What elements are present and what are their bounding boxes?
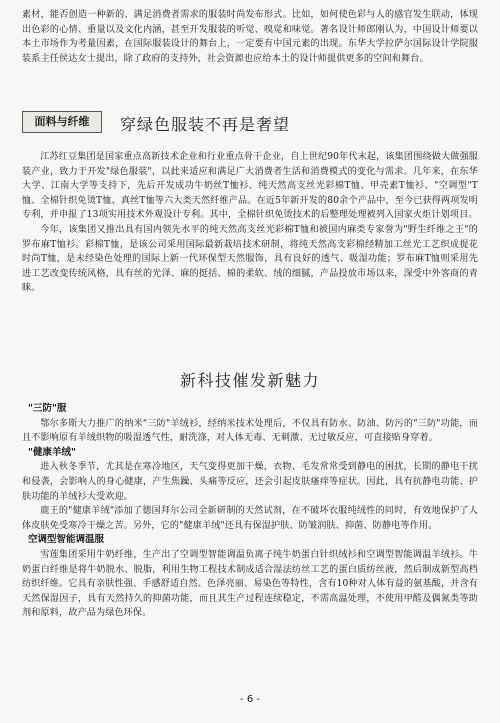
section2-body bbox=[0, 402, 500, 621]
page-number: - 6 - bbox=[240, 694, 260, 705]
intro-block bbox=[0, 8, 500, 66]
intro-paragraph: 素材，能否创造一种新的、满足消费者需求的服装时尚发布形式。比如，如何使色彩与人的感官发生联动，体现出色彩的心情、重量以及文化内涵，甚至开发服装的听觉、嗅觉和味觉。著名设计师郎刚认为，中国设计师要以本土市场作为考量因素，在国际服装设计的舞台上，一定要有中国元素的出现。东华大学拉萨尔国际设计学院服装系主任侯达女士提出，除了政府的支持外，社会资源也应给本土的设计师提供更多的空间和舞台。 bbox=[22, 10, 478, 64]
jiankang-paragraph: 进入秋冬季节，尤其是在寒冷地区，天气变得更加干燥，衣物、毛发常常受到静电的困扰，长期的静电干扰和侵袭，会影响人的身心健康，产生焦躁、头痛等反应，还会引起皮肤瘙痒等症状。因此，具有抗静电功能、护肤功能的羊绒衫大受欢迎。 bbox=[22, 462, 478, 502]
sanfang-paragraph: 鄂尔多斯大力推广的纳米"三防"羊绒衫，经纳米技术处理后，不仅具有防水、防油、防污的"三防"功能，而且不影响原有羊绒织物的吸湿透气性，耐洗涤，对人体无毒、无刺激、无过敏反应，可直接贴身穿着。 bbox=[22, 418, 478, 444]
section1-paragraph: 江苏红豆集团是国家重点高新技术企业和行业重点骨干企业，自上世纪90年代末起，该集团围绕做大做强服装产业，致力于开发"绿色服装"，以此来适应和满足广大消费者生活和消费模式的变化与需求。几年来，在东华大学、江南大学等支持下，先后开发成功牛奶丝T恤衫、纯天然高支丝光彩棉T恤、甲壳素T恤衫、"空调型"T恤、全棉针织免烫T恤、真丝T恤等六大类天然纤维产品。在近5年新开发的80余个产品中，至今已获得两项发明专利，并申报了13项实用技术外观设计专利。其中，全棉针织免烫技术的后整理处理被列入国家火炬计划项目。 bbox=[22, 152, 478, 221]
section2-title: 新科技催发新魅力 bbox=[179, 371, 320, 390]
tiaowen-paragraph: 雪莲集团采用牛奶纤维，生产出了空调型智能调温负离子纯牛奶蛋白针织绒衫和空调型智能调温羊绒衫。牛奶蛋白纤维是将牛奶脱水、脱脂，利用生物工程技术制成适合湿法纺丝工艺的蛋白质纺丝液，然后制成新型高档纺织纤维。它具有亲肤性强、手感舒适自然、色泽亮丽、易染色等特性，含有10种对人体有益的氨基酸，并含有天然保湿因子，具有天然持久的抑菌功能，而且其生产过程连续稳定，不需高温处理，不使用甲醛及偶氮类等助剂和原料，故产品为绿色环保。 bbox=[22, 549, 478, 619]
section1-paragraph: 今年，该集团又推出具有国内领先水平的纯天然高支丝光彩棉T恤和被国内麻类专家誉为"野生纤维之王"的罗布麻T恤衫。彩棉T恤，是该公司采用国际最新栽培技术研制，将纯天然高支彩棉经精加工丝光工艺织成提花时尚T恤，是未经染色处理的国际上新一代环保型天然服饰，具有良好的透气、吸湿功能；罗布麻T恤则采用先进工艺改变传统风格，具有丝的光泽、麻的挺括、棉的柔软、绒的细腻，产品投放市场以来，深受中外客商的青睐。 bbox=[22, 224, 478, 294]
subheading-jiankang: "健康羊绒" bbox=[28, 446, 76, 458]
section-tag: 面料与纤维 bbox=[22, 111, 102, 133]
section1-body bbox=[0, 150, 500, 296]
jiankang-paragraph: 鹿王的"健康羊绒"添加了德国拜尔公司全新研制的天然试剂，在不破坏衣服纯绒性的同时，有效地保护了人体皮肤免受寒冷干燥之苦。另外，它的"健康羊绒"还具有保湿护肤、防皱润肤、抑菌、防静电等作用。 bbox=[22, 506, 478, 531]
subheading-sanfang: "三防"服 bbox=[28, 403, 67, 414]
subheading-tiaowen: 空调型智能调温服 bbox=[28, 534, 105, 546]
section1-title: 穿绿色服装不再是奢望 bbox=[120, 115, 291, 134]
